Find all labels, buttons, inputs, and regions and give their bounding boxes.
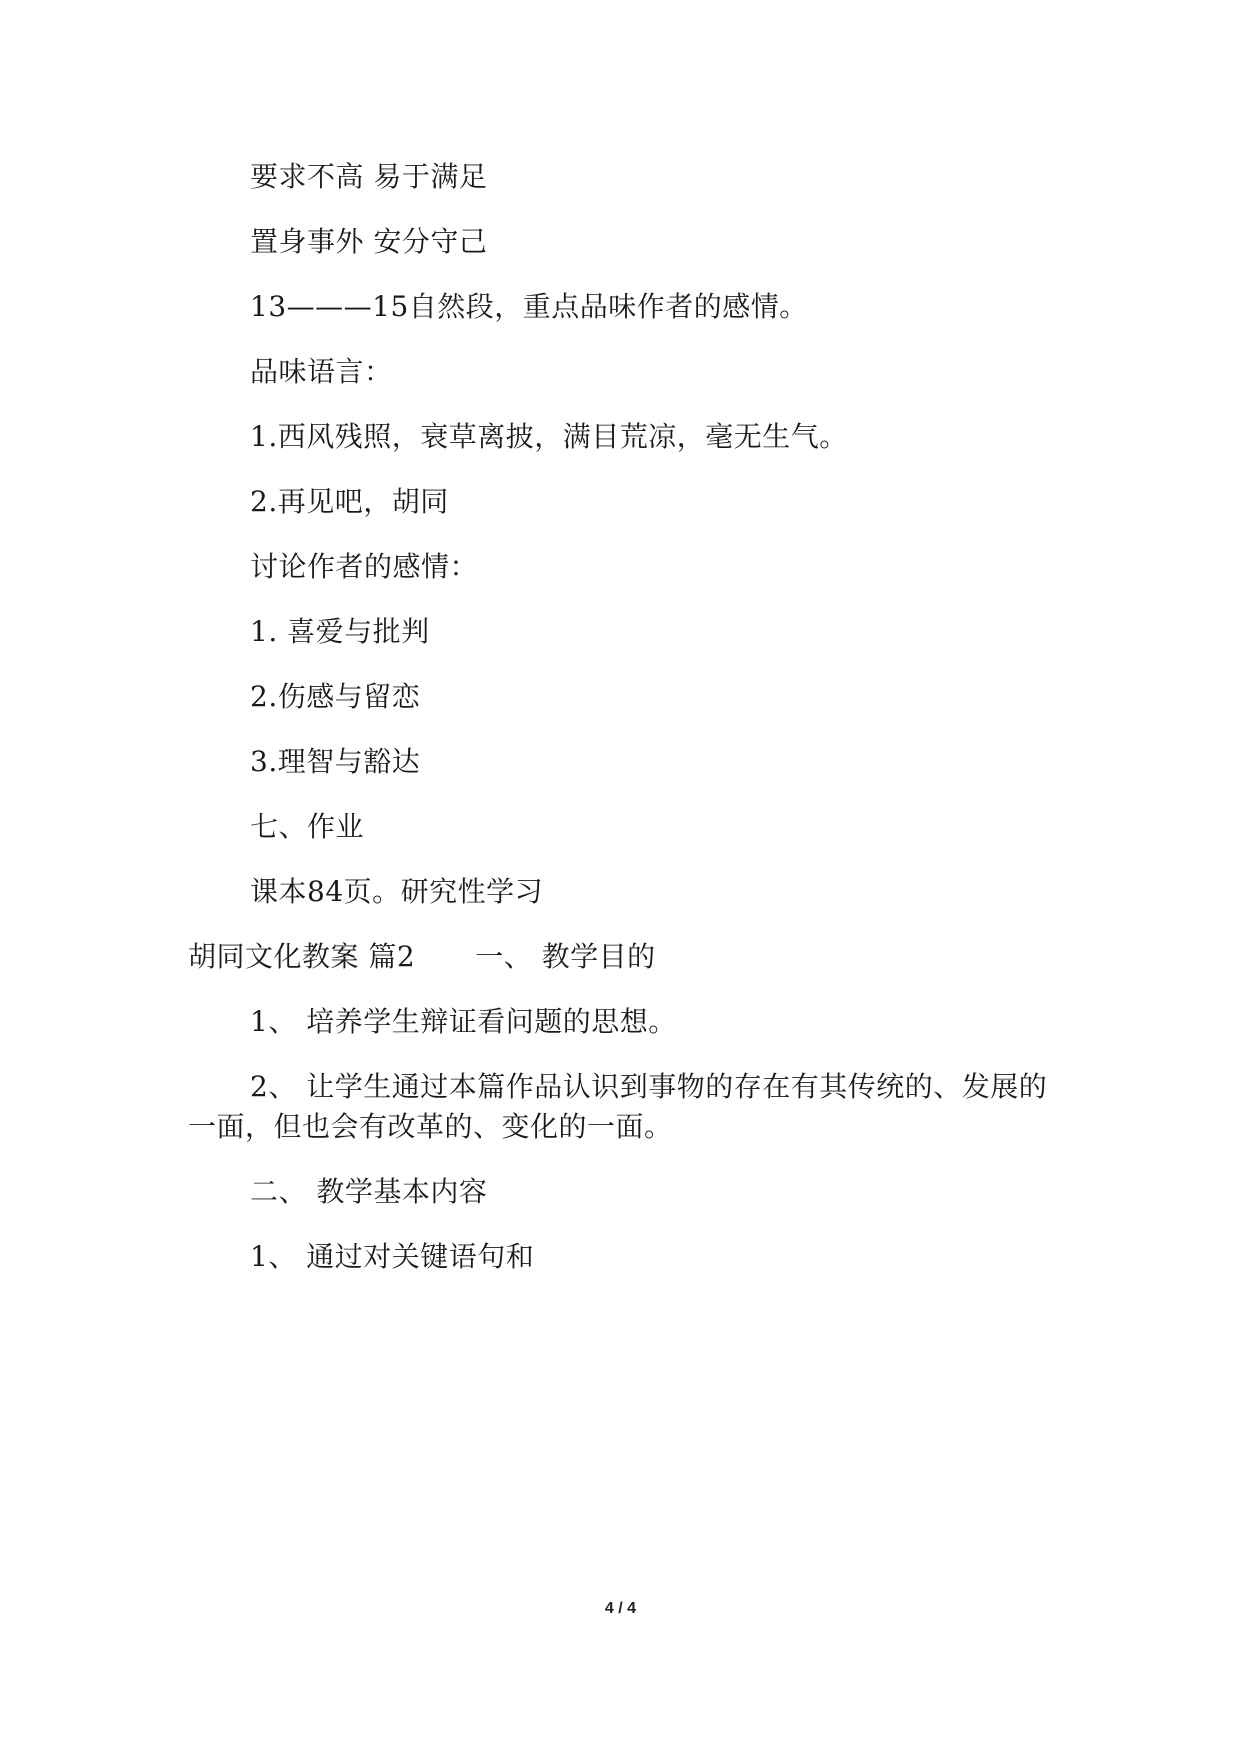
page-indicator: 4 / 4 [604, 1600, 637, 1617]
paragraph-line: 品味语言： [250, 355, 393, 388]
document-body [188, 157, 1068, 1302]
paragraph-line: 课本84页。研究性学习 [250, 875, 544, 908]
section-heading: 二、 教学基本内容 [250, 1175, 488, 1208]
paragraph-line: 3.理智与豁达 [250, 745, 421, 778]
document-title: 胡同文化教案 篇2 [188, 940, 416, 973]
paragraph-line: 2.再见吧，胡同 [250, 485, 449, 518]
paragraph-line: 1.西风残照，衰草离披，满目荒凉，毫无生气。 [250, 420, 848, 453]
paragraph-line: 讨论作者的感情： [250, 550, 479, 583]
paragraph-line: 置身事外 安分守己 [250, 225, 488, 258]
paragraph-line: 13———15自然段，重点品味作者的感情。 [250, 290, 808, 323]
paragraph-line: 1. 喜爱与批判 [250, 615, 430, 648]
paragraph-line: 2.伤感与留恋 [250, 680, 421, 713]
paragraph-wrapped: 2、 让学生通过本篇作品认识到事物的存在有其传统的、发展的一面，但也会有改革的、变化的一面。 [188, 1070, 1048, 1143]
paragraph-line: 1、 培养学生辩证看问题的思想。 [250, 1005, 677, 1038]
paragraph-line: 1、 通过对关键语句和 [250, 1240, 535, 1273]
paragraph-line: 要求不高 易于满足 [250, 160, 488, 193]
section-heading: 七、作业 [250, 810, 365, 843]
document-title-line [188, 937, 1068, 977]
section-heading: 一、 教学目的 [475, 940, 656, 973]
